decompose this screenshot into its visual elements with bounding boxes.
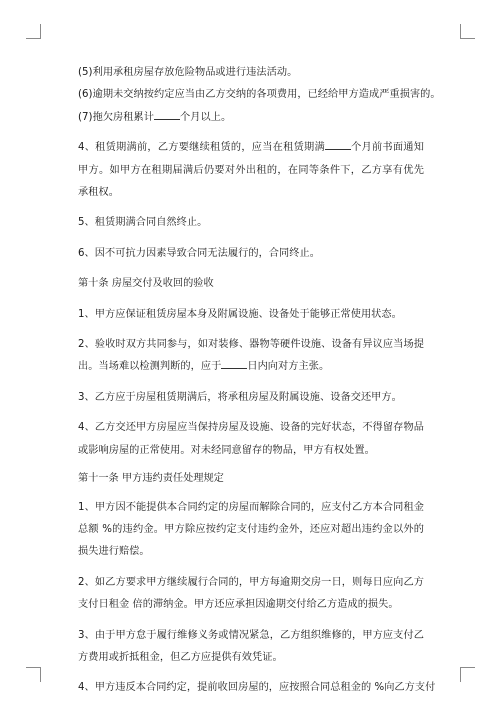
paragraph: (6)逾期未交纳按约定应当由乙方交纳的各项费用，已经给甲方造成严重损害的。 [78, 89, 441, 101]
paragraph [78, 107, 424, 129]
text-run: 2、验收时双方共同参与，如对装修、器物等硬件设施、设备有异议应当场提出。当场难以检测判断的，应于 [78, 339, 424, 373]
paragraph [78, 334, 424, 379]
paragraph: 3、由于甲方怠于履行维修义务或情况紧急，乙方组织维修的，甲方应支付乙方费用或折抵租金，但乙方应提供有效凭证。 [78, 629, 424, 663]
paragraph: 4、甲方违反本合同约定，提前收回房屋的，应按照合同总租金的 %向乙方支付 [78, 682, 436, 694]
crop-mark-top-right [460, 24, 475, 39]
document-body [78, 62, 441, 700]
crop-mark-bottom-left [26, 667, 41, 682]
crop-mark-top-left [26, 24, 41, 39]
text-run: 4、租赁期满前，乙方要继续租赁的，应当在租赁期满 [78, 142, 325, 154]
text-run: 个月前书面通知甲方。如甲方在租期届满后仍要对外出租的，在同等条件下，乙方享有优先承租权。 [78, 142, 424, 199]
text-run: 个月以上。 [180, 111, 232, 123]
paragraph: 4、乙方交还甲方房屋应当保持房屋及设施、设备的完好状态，不得留存物品或影响房屋的正常使用。对未经同意留存的物品，甲方有权处置。 [78, 422, 424, 456]
section-heading: 第十一条 甲方违约责任处理规定 [78, 473, 224, 485]
paragraph: (5)利用承租房屋存放危险物品或进行违法活动。 [78, 67, 298, 78]
text-run: (7)拖欠房租累计 [78, 111, 155, 123]
paragraph: 6、因不可抗力因素导致合同无法履行的，合同终止。 [78, 247, 320, 259]
paragraph: 1、甲方应保证租赁房屋本身及附属设施、设备处于能够正常使用状态。 [78, 308, 402, 320]
fill-in-blank [221, 360, 247, 369]
text-run: 日内向对方主张。 [247, 361, 330, 373]
paragraph [78, 137, 424, 204]
fill-in-blank [154, 111, 180, 120]
paragraph: 1、甲方因不能提供本合同约定的房屋而解除合同的，应支付乙方本合同租金总额 %的违约金。甲方除应按约定支付违约金外，还应对超出违约金以外的损失进行赔偿。 [78, 501, 424, 558]
section-heading: 第十条 房屋交付及收回的验收 [78, 278, 214, 290]
fill-in-blank [325, 141, 351, 150]
paragraph: 2、如乙方要求甲方继续履行合同的，甲方每逾期交房一日，则每日应向乙方支付日租金 倍的滞纳金。甲方还应承担因逾期交付给乙方造成的损失。 [78, 576, 424, 611]
paragraph: 5、租赁期满合同自然终止。 [78, 217, 208, 229]
crop-mark-bottom-right [460, 667, 475, 682]
paragraph: 3、乙方应于房屋租赁期满后，将承租房屋及附属设施、设备交还甲方。 [78, 391, 402, 403]
